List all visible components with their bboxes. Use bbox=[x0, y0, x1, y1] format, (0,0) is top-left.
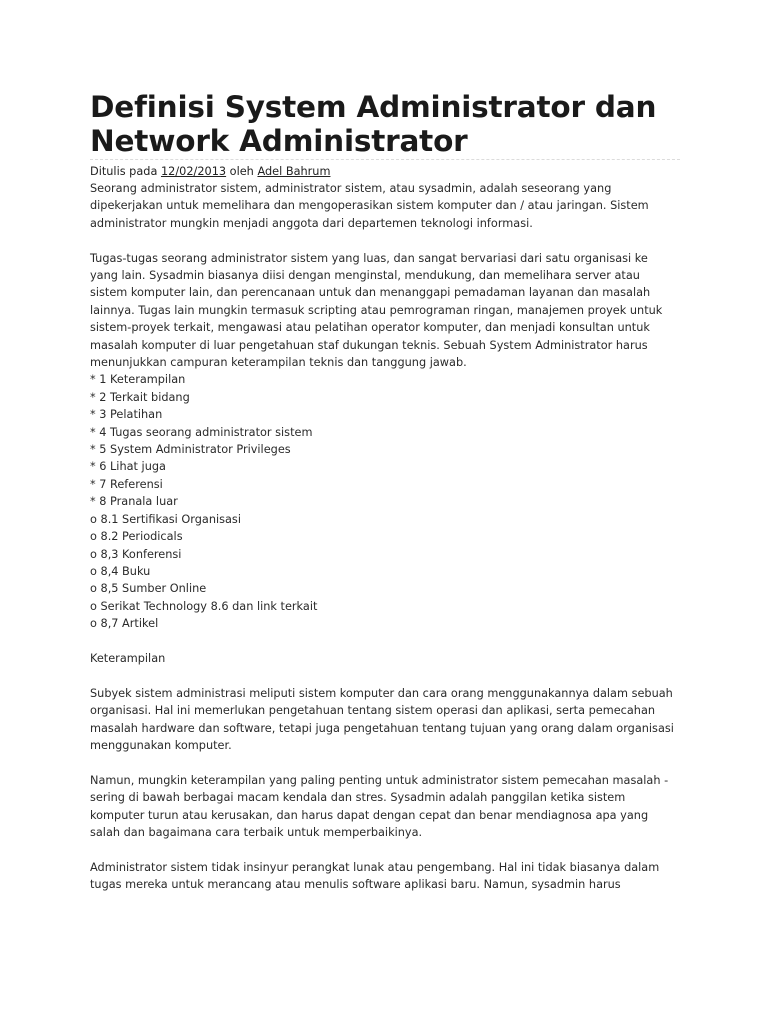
intro-line: Seorang administrator sistem, administrator sistem, atau sysadmin, adalah seseorang yang bbox=[90, 182, 612, 195]
toc-item: o 8.2 Periodicals bbox=[90, 530, 183, 544]
intro-line: dipekerjakan untuk memelihara dan mengoperasikan sistem komputer dan / atau jaringan. Sistem bbox=[90, 199, 649, 213]
toc-item: o 8,4 Buku bbox=[90, 564, 151, 578]
toc-item: o 8,5 Sumber Online bbox=[90, 582, 207, 596]
toc-item: * 8 Pranala luar bbox=[90, 495, 178, 509]
article-title-line-2: Network Administrator bbox=[90, 124, 468, 158]
toc-item: o 8,3 Konferensi bbox=[90, 547, 182, 561]
toc-item: * 3 Pelatihan bbox=[90, 408, 163, 422]
para2-line: salah dan bagaimana cara terbaik untuk memperbaikinya. bbox=[90, 825, 423, 839]
toc-item: * 1 Keterampilan bbox=[90, 373, 186, 387]
paragraph-gap bbox=[90, 841, 690, 858]
toc-item: * 5 System Administrator Privileges bbox=[90, 443, 291, 457]
skills-paragraph-2 bbox=[90, 772, 690, 842]
table-of-contents bbox=[90, 371, 690, 632]
tasks-line: sistem komputer lain, dan perencanaan untuk dan menanggapi pemadaman layanan dan masalah bbox=[90, 286, 651, 300]
written-prefix: Ditulis pada bbox=[90, 165, 161, 178]
tasks-paragraph bbox=[90, 250, 690, 372]
article-title bbox=[90, 90, 690, 158]
para2-line: komputer turun atau kerusakan, dan harus dapat dengan cepat dan benar mendiagnosa apa yang bbox=[90, 808, 649, 822]
paragraph-gap bbox=[90, 232, 690, 249]
paragraph-gap bbox=[90, 667, 690, 684]
para1-line: menggunakan komputer. bbox=[90, 738, 232, 752]
date-link[interactable]: 12/02/2013 bbox=[160, 165, 227, 178]
section-heading: Keterampilan bbox=[90, 651, 166, 665]
article-body bbox=[90, 180, 690, 894]
intro-line: administrator mungkin menjadi anggota dari departemen teknologi informasi. bbox=[90, 216, 533, 230]
tasks-line: menunjukkan campuran keterampilan teknis dan tanggung jawab. bbox=[90, 356, 467, 370]
toc-item: o 8.1 Sertifikasi Organisasi bbox=[90, 512, 241, 526]
tasks-line: lainnya. Tugas lain mungkin termasuk scripting atau pemrograman ringan, manajemen proyek untuk bbox=[90, 303, 663, 317]
tasks-line: Tugas-tugas seorang administrator sistem yang luas, dan sangat bervariasi dari satu organisasi ke bbox=[90, 251, 648, 265]
tasks-line: yang lain. Sysadmin biasanya diisi dengan menginstal, mendukung, dan memelihara server atau bbox=[90, 269, 640, 283]
article-meta bbox=[90, 163, 690, 180]
paragraph-gap bbox=[90, 633, 690, 650]
toc-item: * 6 Lihat juga bbox=[90, 460, 166, 474]
article bbox=[90, 90, 690, 894]
para2-line: sering di bawah berbagai macam kendala dan stres. Sysadmin adalah panggilan ketika sistem bbox=[90, 791, 626, 805]
para1-line: masalah hardware dan software, tetapi juga pengetahuan tentang tujuan yang orang dalam organisasi bbox=[90, 721, 674, 735]
toc-item: o 8,7 Artikel bbox=[90, 617, 159, 631]
para1-line: organisasi. Hal ini memerlukan pengetahuan tentang sistem operasi dan aplikasi, serta pemecahan bbox=[90, 704, 656, 718]
para3-line: tugas mereka untuk merancang atau menulis software aplikasi baru. Namun, sysadmin harus bbox=[90, 878, 621, 892]
para1-line: Subyek sistem administrasi meliputi sistem komputer dan cara orang menggunakannya dalam sebuah bbox=[90, 686, 673, 700]
paragraph-gap bbox=[90, 754, 690, 771]
skills-paragraph-3 bbox=[90, 859, 690, 894]
title-divider bbox=[90, 159, 680, 160]
para3-line: Administrator sistem tidak insinyur perangkat lunak atau pengembang. Hal ini tidak biasanya dalam bbox=[90, 860, 660, 874]
author-link[interactable]: Adel Bahrum bbox=[257, 165, 331, 178]
intro-paragraph bbox=[90, 180, 690, 232]
toc-item: * 4 Tugas seorang administrator sistem bbox=[90, 425, 313, 439]
skills-paragraph-1 bbox=[90, 685, 690, 755]
toc-item: o Serikat Technology 8.6 dan link terkait bbox=[90, 599, 318, 613]
para2-line: Namun, mungkin keterampilan yang paling penting untuk administrator sistem pemecahan masalah - bbox=[90, 773, 669, 787]
toc-item: * 7 Referensi bbox=[90, 477, 163, 491]
tasks-line: masalah komputer di luar pengetahuan staf dukungan teknis. Sebuah System Administrator harus bbox=[90, 338, 648, 352]
article-title-line-1: Definisi System Administrator dan bbox=[90, 90, 657, 124]
tasks-line: sistem-proyek terkait, mengawasi atau pelatihan operator komputer, dan menjadi konsultan untuk bbox=[90, 321, 650, 335]
by-word: oleh bbox=[226, 165, 258, 178]
toc-item: * 2 Terkait bidang bbox=[90, 390, 190, 404]
